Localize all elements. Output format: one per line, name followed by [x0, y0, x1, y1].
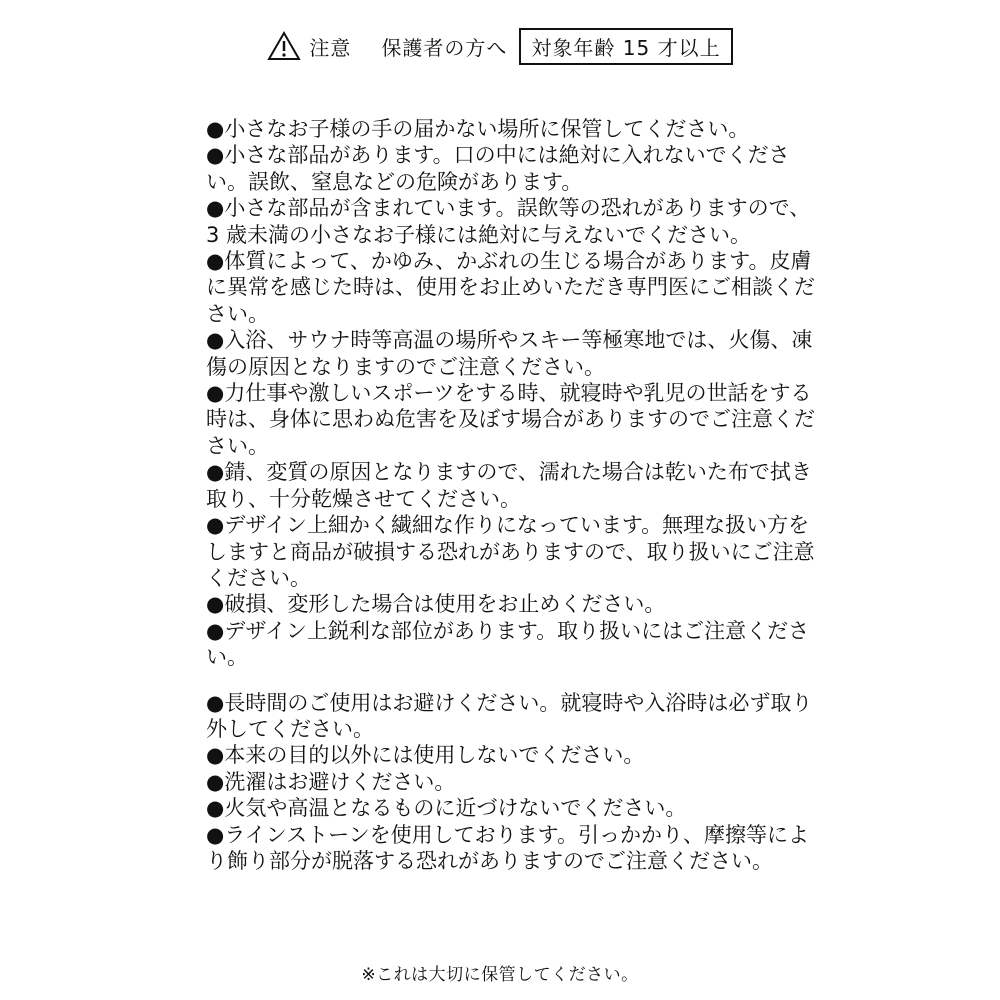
notice-item: ●デザイン上鋭利な部位があります。取り扱いにはご注意ください。 — [206, 618, 810, 670]
storage-footnote: ※これは大切に保管してください。 — [361, 965, 639, 985]
notice-item: ●洗濯はお避けください。 — [206, 769, 456, 794]
notice-item: ●長時間のご使用はお避けください。就寝時や入浴時は必ず取り外してください。 — [206, 690, 813, 741]
warning-triangle-icon — [267, 31, 301, 61]
age-target-badge: 対象年齢 15 才以上 — [519, 28, 732, 65]
notice-item: ●ラインストーンを使用しております。引っかかり、摩擦等により飾り部分が脱落する恐れがありますのでご注意ください。 — [206, 822, 809, 873]
caution-label: 注意 — [309, 35, 352, 60]
notice-item: ●体質によって、かゆみ、かぶれの生じる場合があります。皮膚に異常を感じた時は、使用をお止めいただき専門医にご相談ください。 — [206, 249, 815, 326]
notice-item: ●小さな部品が含まれています。誤飲等の恐れがありますので、3 歳未満の小さなお子様には絶対に与えないでください。 — [206, 196, 811, 247]
notice-item: ●力仕事や激しいスポーツをする時、就寝時や乳児の世話をする時は、身体に思わぬ危害を及ぼす場合がありますのでご注意ください。 — [206, 381, 815, 458]
notice-item: ●錆、変質の原因となりますので、濡れた場合は乾いた布で拭き取り、十分乾燥させてください。 — [206, 460, 812, 511]
notice-item: ●破損、変形した場合は使用をお止めください。 — [206, 592, 666, 617]
notice-list — [206, 116, 816, 874]
notice-item: ●小さな部品があります。口の中には絶対に入れないでください。誤飲、窒息などの危険があります。 — [206, 143, 790, 194]
notice-item: ●デザイン上細かく繊細な作りになっています。無理な扱い方をしますと商品が破損する恐れがありますので、取り扱いにご注意ください。 — [206, 513, 815, 590]
notice-header — [0, 24, 1000, 68]
guardian-label: 保護者の方へ — [381, 35, 508, 60]
section-gap — [206, 671, 816, 690]
notice-item: ●本来の目的以外には使用しないでください。 — [206, 743, 645, 768]
notice-item: ●火気や高温となるものに近づけないでください。 — [206, 796, 687, 821]
notice-item: ●入浴、サウナ時等高温の場所やスキー等極寒地では、火傷、凍傷の原因となりますのでご注意ください。 — [206, 328, 813, 379]
notice-item: ●小さなお子様の手の届かない場所に保管してください。 — [206, 117, 750, 141]
